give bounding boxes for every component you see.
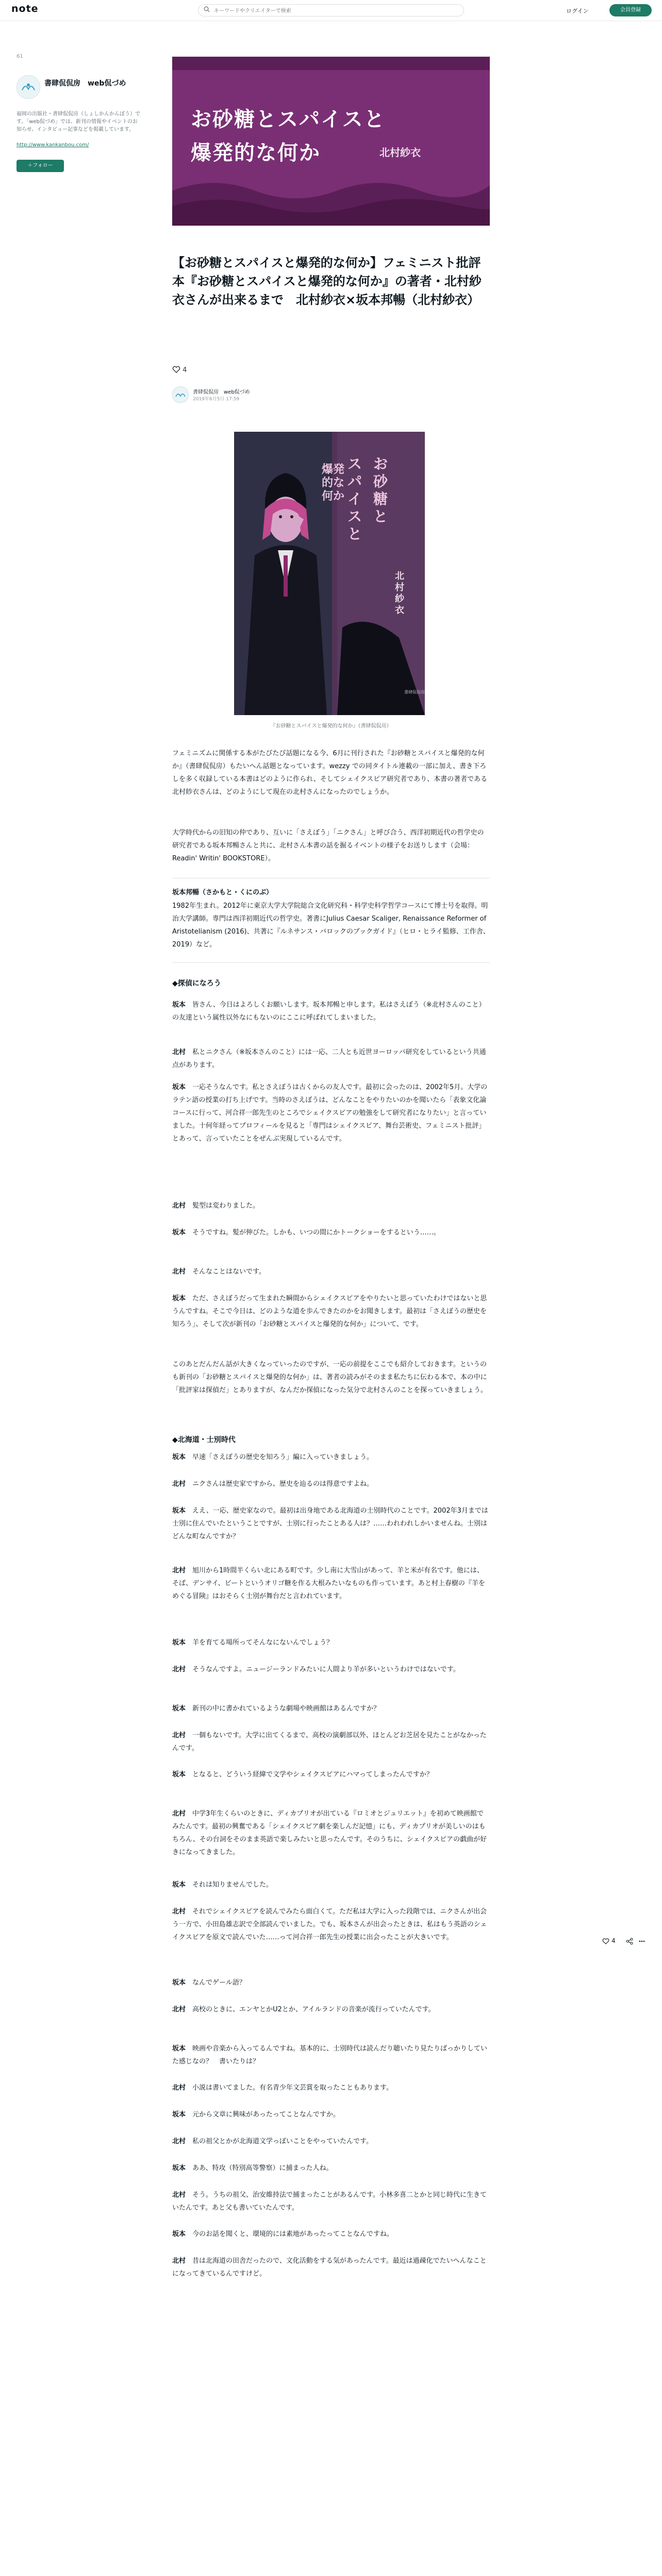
kankanbou-logo-icon (173, 387, 188, 402)
book-cover-image (234, 432, 425, 715)
dialogue-line (172, 1081, 490, 1145)
speaker: 北村 (172, 1908, 186, 1916)
banner-wave (172, 175, 490, 226)
dialogue-line (172, 1768, 490, 1781)
banner-author: 北村紗衣 (379, 146, 421, 159)
dialogue-line (172, 2003, 490, 2016)
dialogue-line (172, 1702, 490, 1715)
speaker: 坂本 (172, 1001, 186, 1009)
dialogue-text: 皆さん、今日はよろしくお願いします。坂本邦暢と申します。私はさえぼう（※北村さんのこと）の友達という属性以外なにもないのにここに呼ばれてしまいました。 (172, 1001, 486, 1022)
cover-author: 北村紗衣 (395, 571, 404, 616)
dialogue-text: となると、どういう経緯で文学やシェイクスピアにハマってしまったんですか？ (192, 1771, 433, 1778)
speaker: 坂本 (172, 2111, 186, 2119)
speaker: 坂本 (172, 1771, 186, 1778)
speaker: 坂本 (172, 1507, 186, 1515)
cover-title-col1: お砂糖と (373, 455, 388, 525)
dialogue-line (172, 1729, 490, 1755)
dialogue-line (172, 1478, 490, 1490)
cover-title-col3: 爆発的な何か (322, 463, 345, 503)
intro-paragraph-2: 大学時代からの旧知の仲であり、互いに「さえぼう」「ニクさん」と呼び合う、西洋初期近代の哲学史の研究者である坂本邦暢さんと共に、北村さん本書の話を掘るイベントの様子をお送りします（会場：Readin' Writin' BOOKSTORE）。 (172, 829, 484, 862)
dialogue-line (172, 2042, 490, 2068)
login-link[interactable]: ログイン (566, 8, 589, 14)
search-icon (204, 6, 210, 12)
speaker: 坂本 (172, 2164, 186, 2172)
section-heading: ◆北海道・士別時代 (172, 1436, 236, 1444)
speaker: 北村 (172, 2084, 186, 2092)
search-box[interactable] (198, 4, 464, 16)
note-logo[interactable]: note (11, 3, 39, 14)
dialogue-line (172, 1976, 490, 1989)
dialogue-text: そう。うちの祖父、治安維持法で捕まったことがあるんです。小林多喜二とかと同じ時代に生きていたんです。あと父も書いていたんです。 (172, 2191, 487, 2212)
dialogue-line (172, 2108, 490, 2121)
creator-name[interactable]: 書肆侃侃房 web侃づめ (44, 79, 126, 88)
speaker: 北村 (172, 1732, 186, 1739)
cover-title-col2: スパイスと (347, 455, 362, 543)
speaker: 北村 (172, 2191, 186, 2199)
speaker: 坂本 (172, 1639, 186, 1647)
site-header (0, 0, 662, 21)
dialogue-text: ただ、さえぼうだって生まれた瞬間からシェイクスピアをやりたいと思っていたわけではないと思うんですね。そこで今日は、どのような道を歩んできたのかをお聞きします。最初は「さえぼうの歴史を知ろう」、そして次が新刊の「お砂糖とスパイスと爆発的な何か」について、です。 (172, 1295, 487, 1328)
kankanbou-logo-icon (17, 76, 40, 98)
dialogue-text: ああ、特攻（特別高等警察）に捕まった人ね。 (192, 2164, 333, 2172)
creator-avatar[interactable] (16, 75, 40, 99)
dialogue-line (172, 1663, 490, 1676)
speaker: 坂本 (172, 1295, 186, 1302)
dialogue-text: 羊を育てる場所ってそんなにないんでしょう？ (192, 1639, 334, 1647)
dialogue-line (172, 2189, 490, 2214)
speaker: 坂本 (172, 1979, 186, 1987)
intro-paragraph-3: このあとだんだん話が大きくなっていったのですが、一応の前提をここでも紹介しておきます。というのも新刊の「お砂糖とスパイスと爆発的な何か」は、著者の読みがそのまま私たちに伝わる本で、本の中に「批評家は探偵だ」とありますが、なんだか探偵になった気分で北村さんのことを探っていきましょう。 (172, 1361, 488, 1394)
dialogue-text: 新刊の中に書かれているような劇場や映画館はあるんですか？ (192, 1705, 380, 1713)
speaker: 北村 (172, 1202, 186, 1210)
like-count: 4 (183, 366, 187, 374)
dialogue-line (172, 1905, 490, 1944)
dialogue-text: 映画や音楽から入ってるんですね。基本的に、士別時代は読んだり聴いたり見たりばっかりしていた感じなの？ 書いたりは？ (172, 2045, 488, 2065)
dialogue-text: 昔は北海道の田舎だったので、文化活動をする気があったんです。最近は過疎化でたいへんなことになってきているんですけど。 (172, 2257, 487, 2278)
author-name[interactable]: 書肆侃侃房 web侃づめ (193, 389, 250, 395)
banner-title-line2: 爆発的な何か (191, 141, 321, 165)
publish-date: 2019年6月5日 17:59 (193, 397, 240, 402)
heart-icon[interactable] (172, 366, 180, 373)
dialogue-text: 髪型は変わりました。 (192, 1202, 260, 1210)
dialogue-line (172, 1564, 490, 1603)
speaker: 坂本 (172, 2230, 186, 2238)
dialogue-text: それは知りませんでした。 (192, 1881, 273, 1889)
dialogue-line (172, 1807, 490, 1859)
author-avatar[interactable] (172, 386, 189, 403)
speaker: 坂本 (172, 1229, 186, 1236)
signup-button[interactable]: 会員登録 (609, 4, 652, 16)
profile-text: 1982年生まれ。2012年に東京大学大学院総合文化研究科・科学史科学哲学コースにて博士号を取得。明治大学講師。専門は西洋初期近代の哲学史。著書にJulius Caesar Scaliger, Renaissance Reformer of Aristotelianism (2016)、共著に『ルネサンス・バロックのブックガイド』（ヒロ・ヒライ監修、工作舎、2019）など。 (172, 902, 490, 948)
heart-icon[interactable] (602, 1938, 609, 1944)
speaker: 北村 (172, 1268, 186, 1276)
dialogue-line (172, 2255, 490, 2280)
article-author[interactable] (172, 386, 482, 402)
dialogue-line (172, 1504, 490, 1543)
speaker: 北村 (172, 2006, 186, 2013)
creator-url[interactable]: http://www.kankanbou.com/ (16, 142, 89, 148)
banner-title-line1: お砂糖とスパイスと (191, 107, 386, 131)
dialogue-text: 中学3年生くらいのときに、ディカプリオが出ている『ロミオとジュリエット』を初めて映画館でみたんです。最初の興奮である「シェイクスピア劇を楽しんだ記憶」にも、ディカプリオが美しいのはもちろん、その台詞をそのまま英語で楽しみたいと思ったんです。そのうちに、シェイクスピアの戯曲が好きになってきました。 (172, 1810, 487, 1856)
speaker: 北村 (172, 1567, 186, 1574)
dialogue-line (172, 1046, 490, 1072)
header-banner (172, 57, 490, 226)
speaker: 北村 (172, 1666, 186, 1673)
search-input[interactable] (213, 6, 457, 15)
speaker: 北村 (172, 2138, 186, 2145)
dialogue-text: 元から文章に興味があったってことなんですか。 (192, 2111, 340, 2119)
dialogue-text: そんなことはないです。 (192, 1268, 266, 1276)
dialogue-line (172, 2162, 490, 2175)
divider (172, 962, 490, 963)
dialogue-text: 一個もないです。大学に出てくるまで、高校の演劇部以外、ほとんどお芝居を見たことがなかったんです。 (172, 1732, 487, 1752)
dialogue-line (172, 2228, 490, 2241)
dialogue-line (172, 1451, 490, 1464)
speaker: 坂本 (172, 1705, 186, 1713)
creator-description: 福岡の出版社・書肆侃侃房（しょしかんかんぼう）です。「web侃づめ」では、新刊の情報やイベントのお知らせ、インタビュー記事などを掲載しています。 (16, 111, 140, 132)
follow-button[interactable]: ＋フォロー (16, 160, 64, 172)
dialogue-text: ええ、一応、歴史家なので。最初は出身地である北海道の士別時代のことです。2002年3月までは士別に住んでいたということですが、士別に行ったことある人は？……われわれしかいませんね。士別はどんな町なんですか？ (172, 1507, 488, 1540)
dialogue-text: ニクさんは歴史家ですから、歴史を辿るのは得意ですよね。 (192, 1480, 374, 1488)
dialogue-line (172, 1878, 490, 1891)
dialogue-text: 今のお話を聞くと、環境的には素地があったってことなんですね。 (192, 2230, 393, 2238)
image-caption: 『お砂糖とスパイスと爆発的な何か』（書肆侃侃房） (270, 723, 392, 729)
floating-actions (602, 1937, 649, 1947)
dialogue-line (172, 1292, 490, 1331)
dialogue-line (172, 998, 490, 1024)
dialogue-text: 一応そうなんです。私とさえぼうは古くからの友人です。最初に会ったのは、2002年5月。大学のラテン語の授業の打ち上げです。当時のさえぼうは、どんなことをやりたいのかを聞いたら「表象文化論コースに行って、河合祥一郎先生のところでシェイクスピアの勉強をして研究者になりたい」と言っていました。十何年経ってプロフィールを見ると「専門はシェイクスピア、舞台芸術史、フェミニスト批評」とあって、言っていたことをぜんぶ実現しているんです。 (172, 1083, 488, 1143)
dialogue-line (172, 2081, 490, 2094)
speaker: 北村 (172, 1048, 186, 1056)
like-area[interactable] (172, 366, 187, 374)
speaker: 坂本 (172, 1881, 186, 1889)
speaker: 北村 (172, 1480, 186, 1488)
intro-paragraph-1: フェミニズムに関係する本がたびたび話題になる今、6月に刊行された『お砂糖とスパイスと爆発的な何か』（書肆侃侃房）もたいへん話題となっています。wezzy での同タイトル連載の一部に加え、書き下ろしを多く収録している本書はどのように作られ、そしてシェイクスピア研究者であり、本書の著者である北村紗衣さんは、どのようにして現在の北村さんになったのでしょうか。 (172, 750, 488, 796)
cover-publisher: 書肆侃侃房 (404, 690, 425, 694)
speaker: 北村 (172, 2257, 186, 2265)
dialogue-text: 高校のときに、エンヤとかU2とか、アイルランドの音楽が流行っていたんです。 (192, 2006, 435, 2013)
share-icon[interactable] (626, 1938, 633, 1945)
dialogue-text: 私の祖父とかが北海道文学っぽいことをやっていたんです。 (192, 2138, 373, 2145)
section-heading: ◆探偵になろう (172, 979, 221, 988)
speaker: 坂本 (172, 1083, 186, 1091)
dialogue-line (172, 1265, 490, 1278)
dialogue-line (172, 1636, 490, 1649)
dialogue-text: なんでゲール語？ (192, 1979, 246, 1987)
speaker: 北村 (172, 1810, 186, 1818)
more-icon[interactable] (638, 1938, 646, 1945)
speaker: 坂本 (172, 2045, 186, 2053)
dialogue-line (172, 1199, 490, 1212)
dialogue-text: そうですね。髪が伸びた。しかも、いつの間にかトークショーをするという……。 (192, 1229, 440, 1236)
dialogue-text: 早速「さえぼうの歴史を知ろう」編に入っていきましょう。 (192, 1453, 374, 1461)
dialogue-text: それでシェイクスピアを読んでみたら面白くて。ただ私は大学に入った段階では、ニクさんが出会う一方で、小田島雄志訳で全部読んでいました。でも、坂本さんが出会ったときは、私はもう英語のシェイクスピアを原文で読んでいた……って河合祥一郎先生の授業に出会ったことが大きいです。 (172, 1908, 487, 1941)
dialogue-text: そうなんですよ。ニュージーランドみたいに人間より羊が多いというわけではないです。 (192, 1666, 460, 1673)
article-title: 【お砂糖とスパイスと爆発的な何か】フェミニスト批評本『お砂糖とスパイスと爆発的な何か』の著者・北村紗衣さんが出来るまで 北村紗衣×坂本邦暢（北村紗衣） (172, 256, 482, 307)
dialogue-line (172, 2135, 490, 2148)
profile-name: 坂本邦暢（さかもと・くにのぶ） (172, 889, 273, 896)
floating-like-count: 4 (611, 1937, 616, 1944)
article-count: 61 (16, 54, 23, 59)
speaker: 坂本 (172, 1453, 186, 1461)
dialogue-text: 私とニクさん（※坂本さんのこと）には一応、二人とも近世ヨーロッパ研究をしているという共通点があります。 (172, 1048, 486, 1069)
dialogue-text: 旭川から1時間半くらい北にある町です。少し南に大雪山があって、羊と米が有名です。他には、そば、デンサイ、ビートというオリゴ糖を作る大根みたいなものも作っています。あと村上春樹の『羊をめぐる冒険』はおそらく士別が舞台だと言われています。 (172, 1567, 485, 1600)
dialogue-text: 小説は書いてました。有名青少年文芸賞を取ったこともあります。 (192, 2084, 393, 2092)
creator-sidebar (16, 54, 140, 168)
dialogue-line (172, 1226, 490, 1239)
banner-stripe-top (172, 57, 490, 70)
